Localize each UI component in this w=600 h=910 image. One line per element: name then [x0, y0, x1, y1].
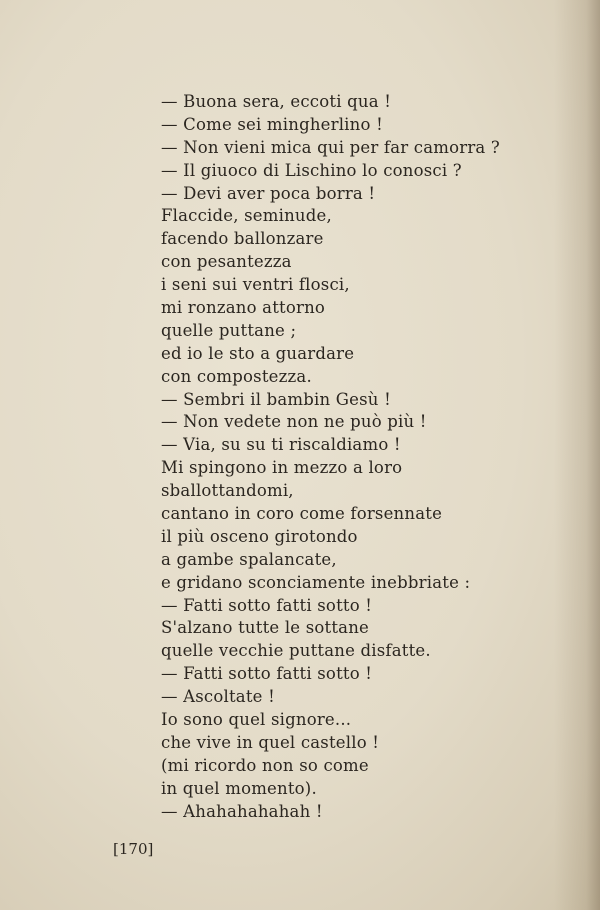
poem-line: Mi spingono in mezzo a loro	[161, 458, 403, 478]
poem-line: — Devi aver poca borra !	[161, 183, 376, 203]
poem-line: S'alzano tutte le sottane	[161, 618, 369, 638]
poem-line: — Ahahahahahah !	[161, 801, 323, 821]
poem-line: — Fatti sotto fatti sotto !	[161, 664, 373, 684]
poem-line: — Non vieni mica qui per far camorra ?	[161, 137, 500, 157]
poem-line: — Non vedete non ne può più !	[161, 412, 427, 432]
poem-line: — Buona sera, eccoti qua !	[161, 92, 392, 111]
poem-line: — Come sei mingherlino !	[161, 114, 383, 134]
poem-line: e gridano sconciamente inebbriate :	[161, 572, 471, 592]
poem-line: — Il giuoco di Lischino lo conosci ?	[161, 160, 462, 180]
poem-line: Flaccide, seminude,	[161, 206, 332, 226]
poem-line: il più osceno girotondo	[161, 526, 358, 546]
poem-line: sballottandomi,	[161, 481, 294, 501]
poem-line: i seni sui ventri flosci,	[161, 275, 350, 295]
poem-line: con compostezza.	[161, 366, 312, 386]
page-number: [170]	[113, 840, 154, 858]
poem-line: (mi ricordo non so come	[161, 755, 369, 775]
poem-line: con pesantezza	[161, 252, 292, 272]
poem-line: quelle vecchie puttane disfatte.	[161, 641, 431, 661]
poem-line: ed io le sto a guardare	[161, 343, 355, 363]
poem-line: — Fatti sotto fatti sotto !	[161, 595, 373, 615]
poem-line: — Sembri il bambin Gesù !	[161, 389, 391, 409]
poem-line: che vive in quel castello !	[161, 732, 380, 752]
poem-line: quelle puttane ;	[161, 320, 297, 340]
poem-line: Io sono quel signore...	[161, 710, 352, 730]
poem-line: a gambe spalancate,	[161, 549, 337, 569]
poem-line: — Via, su su ti riscaldiamo !	[161, 435, 401, 455]
poem-line: in quel momento).	[161, 778, 317, 798]
poem-line: — Ascoltate !	[161, 687, 275, 707]
poem-line: mi ronzano attorno	[161, 298, 326, 318]
poem-line: facendo ballonzare	[161, 229, 324, 249]
poem-line: cantano in coro come forsennate	[161, 504, 443, 524]
poem-text	[161, 91, 500, 824]
